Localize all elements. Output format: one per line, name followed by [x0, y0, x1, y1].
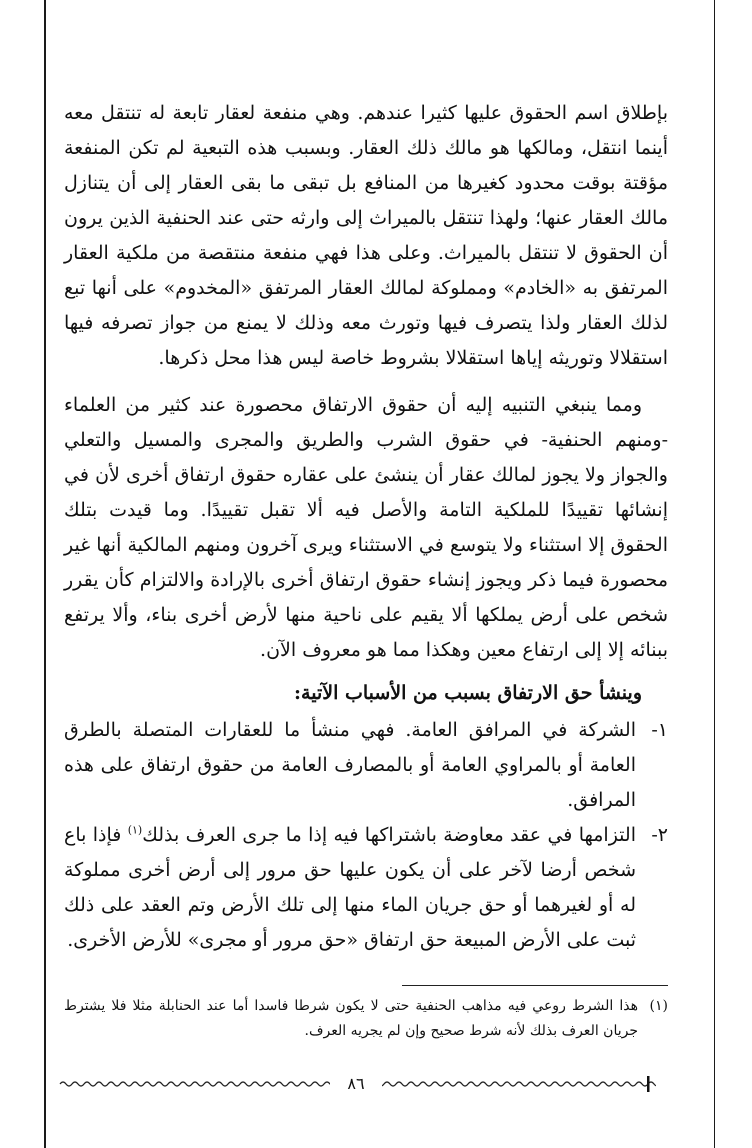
list-item-text: [64, 818, 636, 958]
list-item-text-part: التزامها في عقد معاوضة باشتراكها فيه إذا ما جرى العرف بذلك: [142, 824, 636, 846]
page-body: [64, 96, 668, 958]
section-heading: وينشأ حق الارتفاق بسبب من الأسباب الآتية:: [294, 682, 642, 704]
list-item-text: الشركة في المرافق العامة. فهي منشأ ما للعقارات المتصلة بالطرق العامة أو بالمراوي العامة أو بالمصارف العامة من حقوق ارتفاق على هذه المرافق.: [64, 719, 636, 811]
list-item-number: ٢-: [651, 824, 668, 846]
footnote-number: (١): [649, 998, 668, 1014]
paragraph-2: ومما ينبغي التنبيه إليه أن حقوق الارتفاق محصورة عند كثير من العلماء -ومنهم الحنفية- في حقوق الشرب والطريق والمجرى والمسيل والتعلي والجواز ولا يجوز لمالك عقار أن ينشئ على عقاره حقوق ارتفاق أخرى لأن في إنشائها تقييدًا للملكية التامة والأصل فيه ألا تقبل تقييدًا. وما قيدت بتلك الحقوق إلا استثناء ولا يتوسع في الاستثناء ويرى آخرون ومنهم المالكية أنها غير محصورة فيما ذكر ويجوز إنشاء حقوق ارتفاق أخرى بالإرادة والالتزام كأن يقرر شخص على أرض يملكها ألا يقيم على ناحية منها لأرض أخرى بناء، وألا يرتفع ببنائه إلا إلى ارتفاع معين وهكذا مما هو معروف الآن.: [64, 394, 668, 661]
page-footer: [56, 1072, 656, 1096]
page-number: ٨٦: [330, 1072, 382, 1096]
footnote-reference: (١): [127, 823, 143, 837]
list-item-number: ١-: [651, 719, 668, 741]
list-item-1: [64, 713, 668, 818]
page-edge-right: [714, 0, 715, 1148]
paragraph-1: بإطلاق اسم الحقوق عليها كثيرا عندهم. وهي منفعة لعقار تابعة له تنتقل معه أينما انتقل، ومالكها هو مالك ذلك العقار. وبسبب هذه التبعية لم تكن المنفعة مؤقتة بوقت محدود كغيرها من المنافع بل تبقى ما بقى العقار إلى أن يتنازل مالك العقار عنها؛ ولهذا تنتقل بالميراث إلى وارثه حتى عند الحنفية الذين يرون أن الحقوق لا تنتقل بالميراث. وعلى هذا فهي منفعة منتقصة من ملكية العقار المرتفق به «الخادم» ومملوكة لمالك العقار المرتفق «المخدوم» على أنها تبع لذلك العقار ولذا يتصرف فيها وتورث معه وذلك لا يمنع من جواز تصرفه فيها استقلالا وتوريثه إياها استقلالا بشروط خاصة ليس هذا محل ذكرها.: [64, 102, 668, 369]
footnote-text: هذا الشرط روعي فيه مذاهب الحنفية حتى لا يكون شرطا فاسدا أما عند الحنابلة مثلا فلا يشترط جريان العرف بذلك لأنه شرط صحيح وإن لم يجريه العرف.: [64, 998, 638, 1039]
list-item-2: [64, 818, 668, 958]
footnote-separator: [402, 985, 668, 986]
footnote: [64, 994, 668, 1044]
list-item-text-part: فإذا باع شخص أرضا لآخر على أن يكون عليها حق مرور إلى أرض أخرى مملوكة له أو لغيرهما أو حق جريان الماء منها إلى تلك الأرض وتم العقد على ذلك ثبت على الأرض المبيعة حق ارتفاق «حق مرور أو مجرى» للأرض الأخرى.: [64, 824, 636, 951]
page-edge-left: [44, 0, 46, 1148]
